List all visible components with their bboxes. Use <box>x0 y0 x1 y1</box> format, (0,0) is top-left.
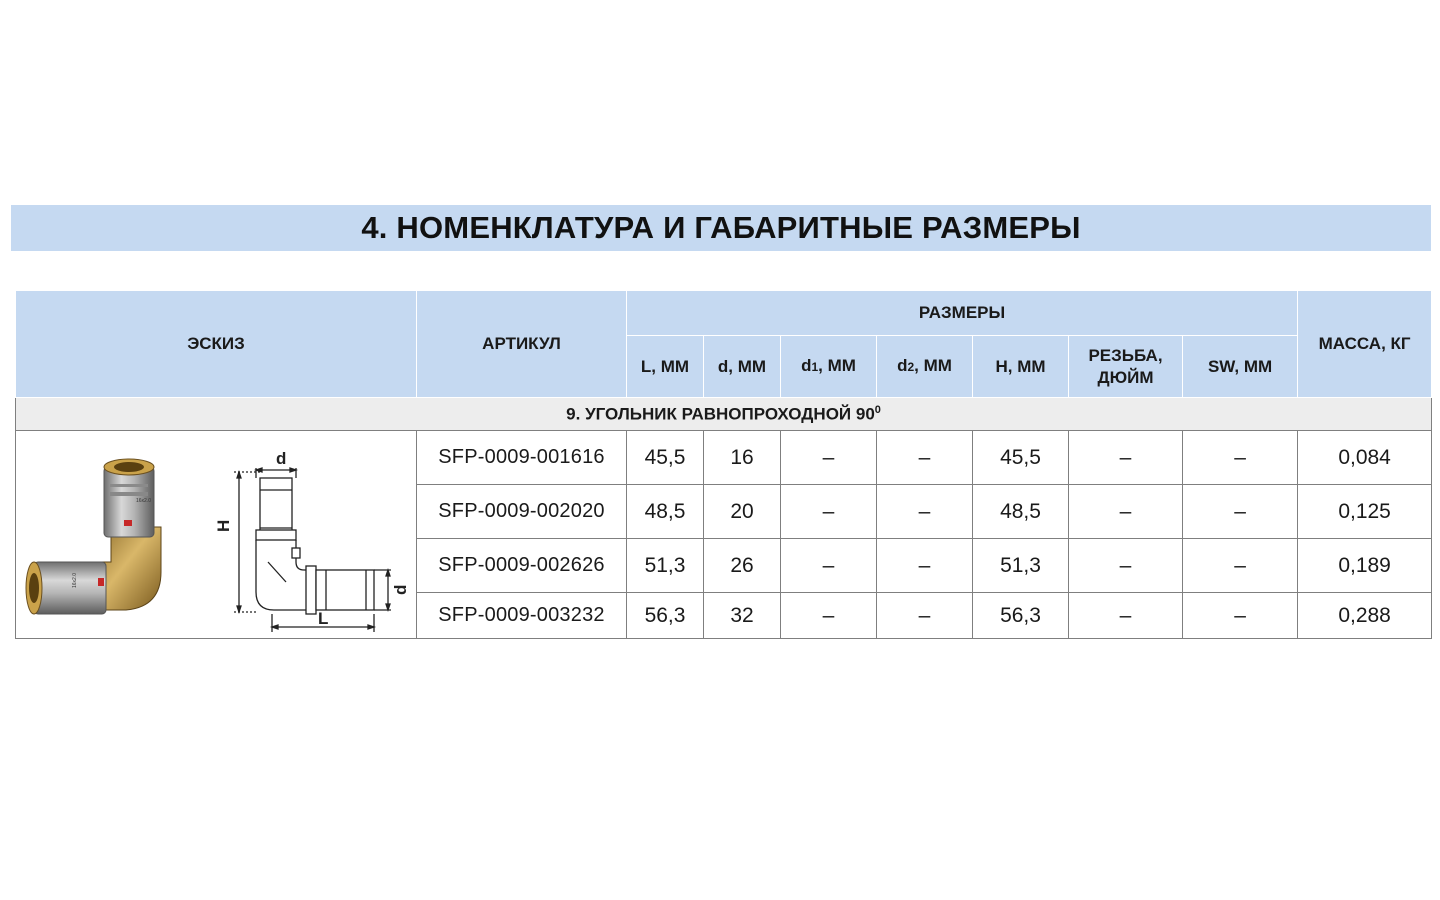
cell-d: 20 <box>704 485 781 539</box>
cell-thread: – <box>1069 485 1183 539</box>
header-thread-line1: РЕЗЬБА, <box>1088 345 1163 365</box>
cell-d2: – <box>877 431 973 485</box>
header-dimensions: РАЗМЕРЫ <box>627 291 1298 336</box>
cell-sku: SFP-0009-003232 <box>417 593 627 639</box>
diagram-label-H: H <box>214 519 233 532</box>
title-bar <box>11 205 1431 251</box>
nomenclature-table <box>15 290 1432 639</box>
cell-L: 45,5 <box>627 431 704 485</box>
page-title: 4. НОМЕНКЛАТУРА И ГАБАРИТНЫЕ РАЗМЕРЫ <box>361 210 1081 245</box>
header-d1-suffix: , ММ <box>818 356 856 375</box>
cell-H: 45,5 <box>973 431 1069 485</box>
cell-d2: – <box>877 485 973 539</box>
cell-sku: SFP-0009-002020 <box>417 485 627 539</box>
cell-d: 26 <box>704 539 781 593</box>
diagram-label-L: L <box>318 608 329 628</box>
elbow-drawing <box>234 468 391 632</box>
cell-mass: 0,084 <box>1298 431 1432 485</box>
cell-L: 48,5 <box>627 485 704 539</box>
header-sketch: ЭСКИЗ <box>16 291 417 398</box>
header-d1-prefix: d <box>801 356 812 375</box>
cell-sku: SFP-0009-001616 <box>417 431 627 485</box>
cell-sku: SFP-0009-002626 <box>417 539 627 593</box>
header-H: H, ММ <box>973 336 1069 398</box>
header-d1-sub: 1 <box>811 360 819 374</box>
section-row <box>16 398 1432 431</box>
section-title <box>16 398 1432 431</box>
photo-mark-side: 16x2.0 <box>72 572 78 588</box>
header-SW: SW, ММ <box>1183 336 1298 398</box>
header-d2-sub: 2 <box>907 360 915 374</box>
cell-d1: – <box>781 485 877 539</box>
header-d: d, ММ <box>704 336 781 398</box>
header-thread <box>1069 336 1183 398</box>
cell-d: 16 <box>704 431 781 485</box>
cell-d: 32 <box>704 593 781 639</box>
cell-H: 48,5 <box>973 485 1069 539</box>
cell-SW: – <box>1183 485 1298 539</box>
header-d2-prefix: d <box>897 356 908 375</box>
header-mass: МАССА, КГ <box>1298 291 1432 398</box>
cell-H: 51,3 <box>973 539 1069 593</box>
cell-d1: – <box>781 539 877 593</box>
cell-SW: – <box>1183 431 1298 485</box>
cell-SW: – <box>1183 539 1298 593</box>
cell-d2: – <box>877 593 973 639</box>
diagram-label-d-right: d <box>391 584 410 595</box>
cell-thread: – <box>1069 593 1183 639</box>
cell-d1: – <box>781 431 877 485</box>
header-d2-suffix: , ММ <box>914 356 952 375</box>
diagram-label-d-top: d <box>276 448 287 468</box>
photo-mark-top: 16x2.0 <box>136 497 152 504</box>
section-label: 9. УГОЛЬНИК РАВНОПРОХОДНОЙ 90 <box>566 404 875 424</box>
cell-L: 56,3 <box>627 593 704 639</box>
cell-mass: 0,189 <box>1298 539 1432 593</box>
elbow-sketch <box>16 432 416 638</box>
cell-mass: 0,288 <box>1298 593 1432 639</box>
cell-thread: – <box>1069 431 1183 485</box>
header-d1 <box>781 336 877 398</box>
cell-mass: 0,125 <box>1298 485 1432 539</box>
cell-SW: – <box>1183 593 1298 639</box>
cell-H: 56,3 <box>973 593 1069 639</box>
section-degree: 0 <box>874 403 881 416</box>
cell-d2: – <box>877 539 973 593</box>
header-thread-line2: ДЮЙМ <box>1097 367 1154 387</box>
cell-thread: – <box>1069 539 1183 593</box>
cell-L: 51,3 <box>627 539 704 593</box>
sketch-cell <box>16 431 417 639</box>
cell-d1: – <box>781 593 877 639</box>
header-article: АРТИКУЛ <box>417 291 627 398</box>
header-d2 <box>877 336 973 398</box>
table-row <box>16 431 1432 485</box>
fitting-photo <box>26 459 161 614</box>
header-L: L, ММ <box>627 336 704 398</box>
